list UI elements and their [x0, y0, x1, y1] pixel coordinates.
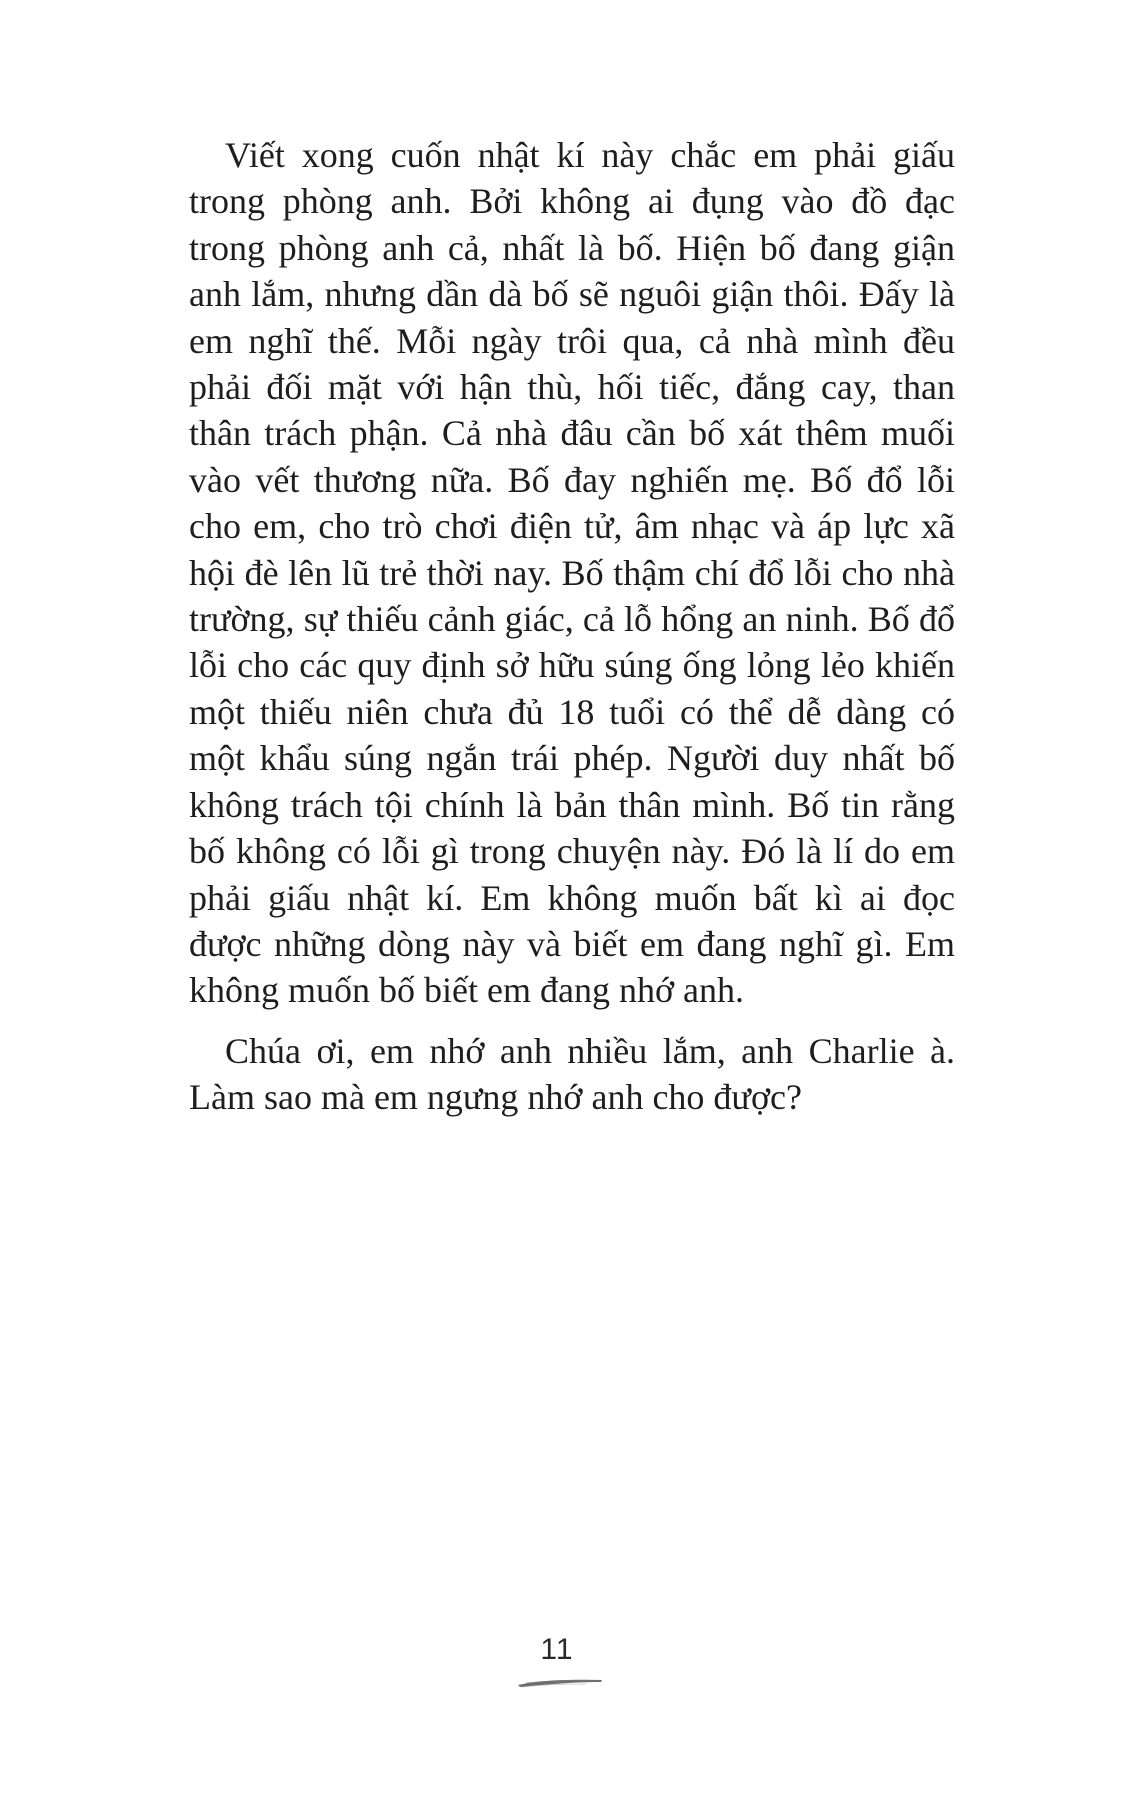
paragraph-1: Viết xong cuốn nhật kí này chắc em phải giấu trong phòng anh. Bởi không ai đụng vào đồ đạc trong phòng anh cả, nhất là bố. Hiện bố đang giận anh lắm, nhưng dần dà bố sẽ nguôi giận thôi. Đấy là em nghĩ thế. Mỗi ngày trôi qua, cả nhà mình đều phải đối mặt với hận thù, hối tiếc, đắng cay, than thân trách phận. Cả nhà đâu cần bố xát thêm muối vào vết thương nữa. Bố đay nghiến mẹ. Bố đổ lỗi cho em, cho trò chơi điện tử, âm nhạc và áp lực xã hội đè lên lũ trẻ thời nay. Bố thậm chí đổ lỗi cho nhà trường, sự thiếu cảnh giác, cả lỗ hổng an ninh. Bố đổ lỗi cho các quy định sở hữu súng ống lỏng lẻo khiến một thiếu niên chưa đủ 18 tuổi có thể dễ dàng có một khẩu súng ngắn trái phép. Người duy nhất bố không trách tội chính là bản thân mình. Bố tin rằng bố không có lỗi gì trong chuyện này. Đó là lí do em phải giấu nhật kí. Em không muốn bất kì ai đọc được những dòng này và biết em đang nghĩ gì. Em không muốn bố biết em đang nhớ anh. — [189, 135, 955, 1011]
brush-stroke-decoration — [516, 1672, 604, 1690]
body-text — [189, 132, 955, 1121]
page-number: 11 — [540, 1633, 574, 1666]
paragraph-2: Chúa ơi, em nhớ anh nhiều lắm, anh Charlie à. Làm sao mà em ngưng nhớ anh cho được? — [189, 1030, 955, 1118]
